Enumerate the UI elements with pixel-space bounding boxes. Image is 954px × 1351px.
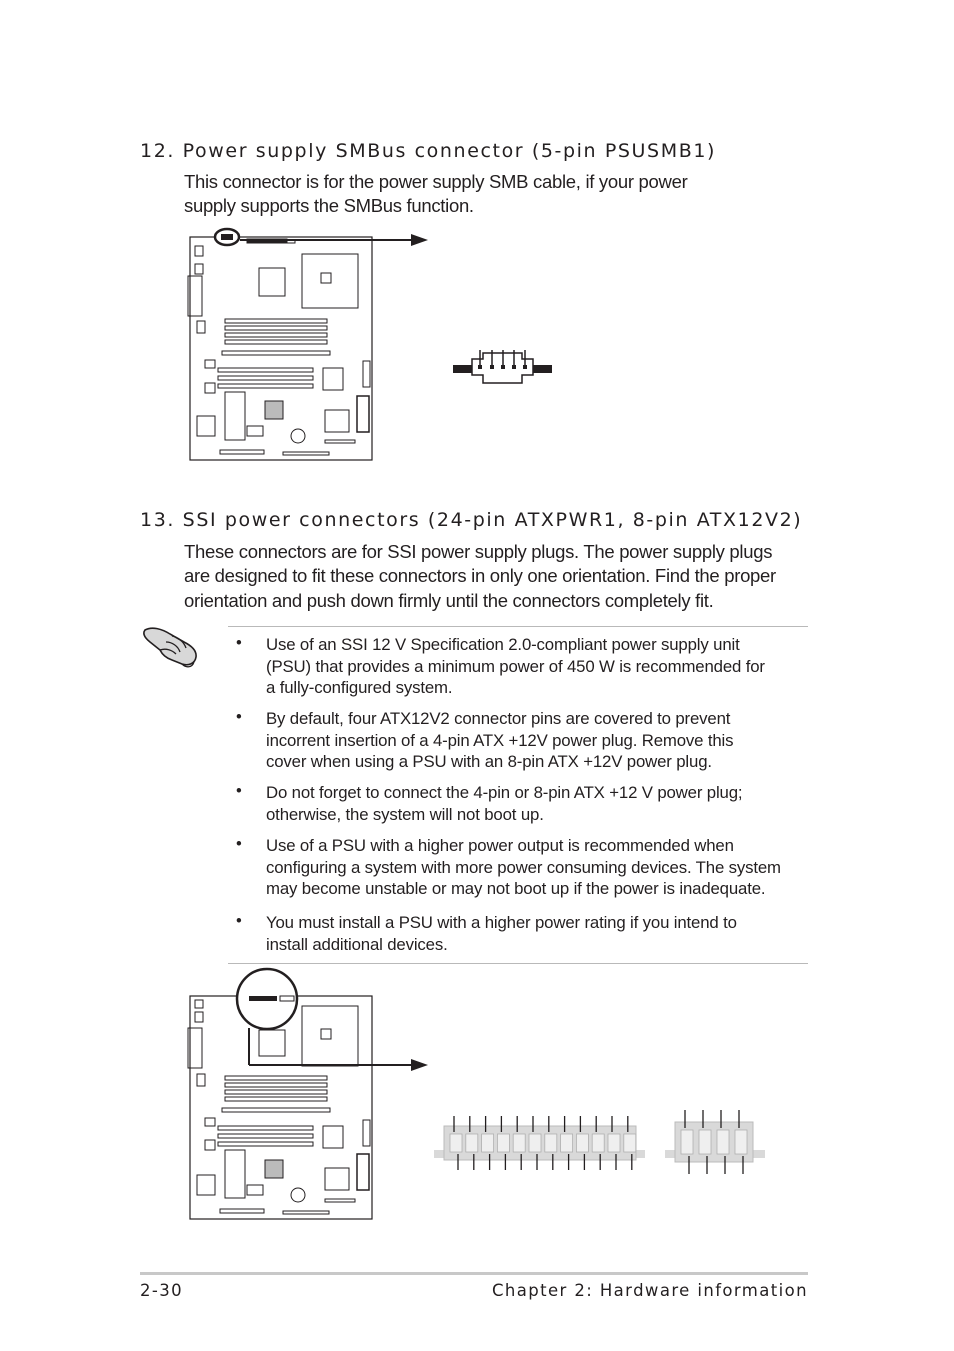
note-bullet: • xyxy=(236,835,242,853)
connector-pin-cell xyxy=(545,1134,557,1152)
connector-pin-cell xyxy=(735,1130,747,1154)
page-number: 2-30 xyxy=(140,1281,184,1300)
note-item-1-line-1: Use of an SSI 12 V Specification 2.0-compliant power supply unit xyxy=(266,635,740,654)
section-13-line-2: are designed to fit these connectors in only one orientation. Find the proper xyxy=(184,565,776,586)
note-item-1-line-2: (PSU) that provides a minimum power of 450 W is recommended for xyxy=(266,656,765,676)
footer-rule xyxy=(140,1272,808,1275)
section-13-line-1: These connectors are for SSI power supply plugs. The power supply plugs xyxy=(184,541,773,562)
psusmb1-connector-diagram xyxy=(450,345,560,390)
connector-pin-cell xyxy=(497,1134,509,1152)
atx12v2-8-pin-connector-diagram xyxy=(663,1108,768,1176)
note-bullet: • xyxy=(236,634,242,652)
note-bullet: • xyxy=(236,912,242,930)
note-item-4-line-2: configuring a system with more power consuming devices. The system xyxy=(266,857,781,877)
connector-pin-cell xyxy=(466,1134,478,1152)
section-12-line-1: This connector is for the power supply SMB cable, if your power xyxy=(184,171,688,192)
note-top-rule xyxy=(228,626,808,627)
note-bullet: • xyxy=(236,782,242,800)
connector-pin-cell xyxy=(576,1134,588,1152)
note-item-2 xyxy=(266,708,811,773)
atxpwr1-24-pin-connector-diagram xyxy=(432,1112,647,1174)
connector-pin-cell xyxy=(482,1134,494,1152)
note-item-3 xyxy=(266,782,811,825)
section-12-heading: 12. Power supply SMBus connector (5-pin PSUSMB1) xyxy=(140,140,717,162)
connector-pin-cell xyxy=(513,1134,525,1152)
connector-pin-cell xyxy=(608,1134,620,1152)
note-item-5 xyxy=(266,912,811,955)
note-item-3-line-2: otherwise, the system will not boot up. xyxy=(266,804,544,824)
chapter-title: Chapter 2: Hardware information xyxy=(491,1281,808,1300)
note-item-3-line-1: Do not forget to connect the 4-pin or 8-pin ATX +12 V power plug; xyxy=(266,783,743,802)
note-item-2-line-3: cover when using a PSU with an 8-pin ATX +12V power plug. xyxy=(266,752,712,771)
section-13-line-3: orientation and push down firmly until the connectors completely fit. xyxy=(184,590,714,611)
connector-pin-cell xyxy=(681,1130,693,1154)
connector-pin-cell xyxy=(699,1130,711,1154)
connector-pin-cell xyxy=(529,1134,541,1152)
note-bullet: • xyxy=(236,708,242,726)
motherboard-layout-diagram-psusmb1 xyxy=(185,226,435,466)
note-item-4 xyxy=(266,835,811,900)
note-item-1 xyxy=(266,634,811,699)
hand-note-icon xyxy=(142,624,200,670)
note-item-4-line-3: may become unstable or may not boot up if the power is inadequate. xyxy=(266,879,766,898)
connector-pin-cell xyxy=(561,1134,573,1152)
connector-pin-cell xyxy=(624,1134,636,1152)
section-12-line-2: supply supports the SMBus function. xyxy=(184,195,474,216)
note-item-1-line-3: a fully-configured system. xyxy=(266,678,453,697)
connector-pin-cell xyxy=(450,1134,462,1152)
motherboard-layout-diagram-atxpwr1 xyxy=(185,968,435,1228)
note-item-5-line-1: You must install a PSU with a higher power rating if you intend to xyxy=(266,913,737,932)
connector-pin-cell xyxy=(717,1130,729,1154)
note-item-5-line-2: install additional devices. xyxy=(266,934,448,954)
connector-pin-cell xyxy=(592,1134,604,1152)
note-item-2-line-2: incorrent insertion of a 4-pin ATX +12V power plug. Remove this xyxy=(266,730,734,750)
section-13-heading: 13. SSI power connectors (24-pin ATXPWR1, 8-pin ATX12V2) xyxy=(140,509,803,531)
note-bottom-rule xyxy=(228,963,808,964)
note-item-2-line-1: By default, four ATX12V2 connector pins are covered to prevent xyxy=(266,709,731,728)
note-item-4-line-1: Use of a PSU with a higher power output is recommended when xyxy=(266,836,734,855)
